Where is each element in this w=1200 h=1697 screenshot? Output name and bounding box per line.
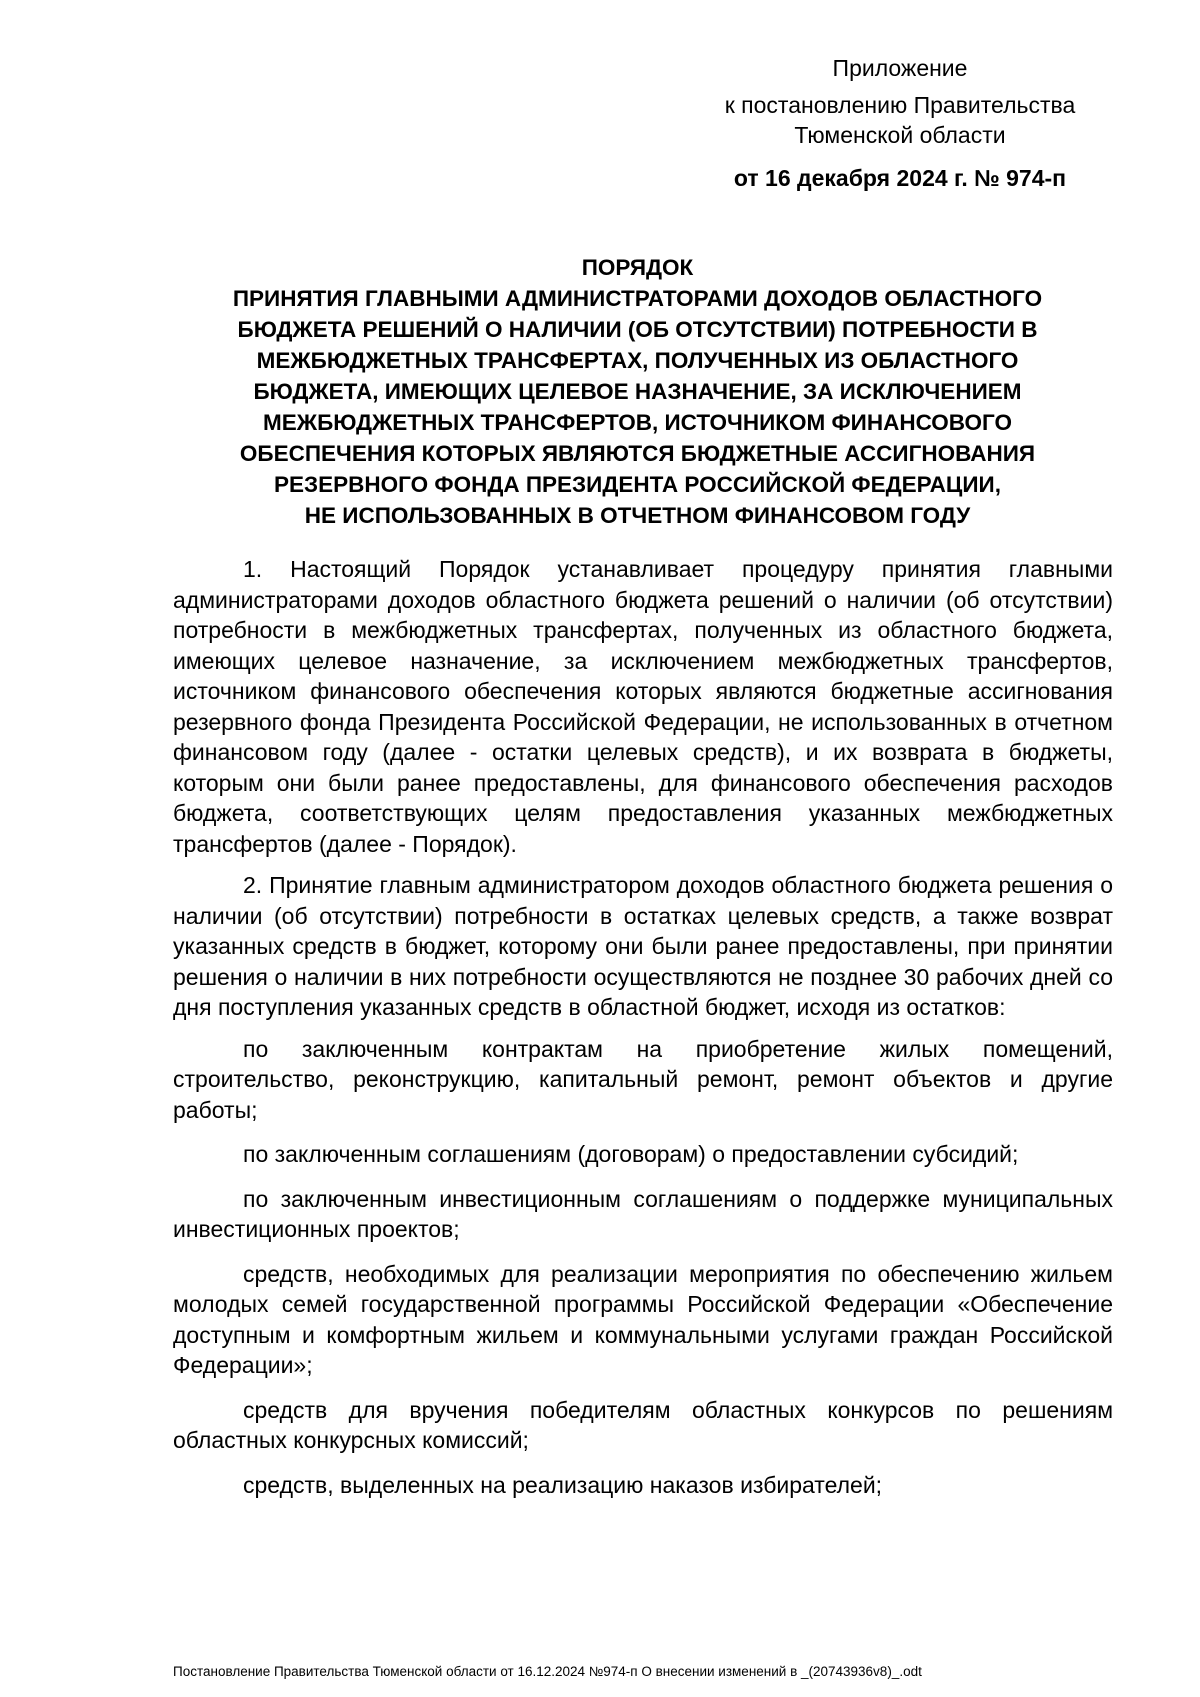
list-item-young-families-housing: средств, необходимых для реализации мероприятия по обеспечению жильем молодых семей государственной программы Российской Федерации «Обеспечение доступным и комфортным жильем и коммунальными услугами граждан Российской Федерации»; [173,1260,1113,1378]
document-title-line: НЕ ИСПОЛЬЗОВАННЫХ В ОТЧЕТНОМ ФИНАНСОВОМ ГОДУ [304,503,971,528]
list-item-voter-mandates: средств, выделенных на реализацию наказов избирателей; [243,1471,883,1498]
document-title-line: ПОРЯДОК [581,255,694,280]
document-title [160,252,1115,531]
list-item-investment-agreements: по заключенным инвестиционным соглашениям о поддержке муниципальных инвестиционных проектов; [173,1185,1113,1242]
appendix-region: Тюменской области [794,122,1006,148]
page-footer: Постановление Правительства Тюменской области от 16.12.2024 №974-п О внесении изменений в _(20743936v8)_.odt [173,1664,922,1679]
document-title-line: БЮДЖЕТА РЕШЕНИЙ О НАЛИЧИИ (ОБ ОТСУТСТВИИ) ПОТРЕБНОСТИ В [237,317,1038,342]
document-title-line: РЕЗЕРВНОГО ФОНДА ПРЕЗИДЕНТА РОССИЙСКОЙ ФЕДЕРАЦИИ, [274,472,1001,497]
list-item-contracts: по заключенным контрактам на приобретение жилых помещений, строительство, реконструкцию, капитальный ремонт, ремонт объектов и другие работы; [173,1035,1113,1123]
list-item-subsidy-agreements: по заключенным соглашениям (договорам) о предоставлении субсидий; [243,1141,1019,1167]
document-title-line: ПРИНЯТИЯ ГЛАВНЫМИ АДМИНИСТРАТОРАМИ ДОХОДОВ ОБЛАСТНОГО [232,286,1043,311]
document-title-line: ОБЕСПЕЧЕНИЯ КОТОРЫХ ЯВЛЯЮТСЯ БЮДЖЕТНЫЕ АССИГНОВАНИЯ [239,441,1036,466]
document-title-line: МЕЖБЮДЖЕТНЫХ ТРАНСФЕРТОВ, ИСТОЧНИКОМ ФИНАНСОВОГО [263,410,1012,435]
paragraph-1: 1. Настоящий Порядок устанавливает процедуру принятия главными администраторами доходов областного бюджета решений о наличии (об отсутствии) потребности в межбюджетных трансфертах, полученных из областного бюджета, имеющих целевое назначение, за исключением межбюджетных трансфертов, источником финансового обеспечения которых являются бюджетные ассигнования резервного фонда Президента Российской Федерации, не использованных в отчетном финансовом году (далее - остатки целевых средств), и их возврата в бюджеты, которым они были ранее предоставлены, для финансового обеспечения расходов бюджета, соответствующих целям предоставления указанных межбюджетных трансфертов (далее - Порядок). [173,556,1113,857]
appendix-date-number: от 16 декабря 2024 г. № 974-п [733,165,1067,191]
appendix-header [700,52,1100,195]
list-item-contest-winners: средств для вручения победителям областных конкурсов по решениям областных конкурсных комиссий; [173,1396,1113,1453]
document-title-line: МЕЖБЮДЖЕТНЫХ ТРАНСФЕРТАХ, ПОЛУЧЕННЫХ ИЗ ОБЛАСТНОГО [256,348,1019,373]
document-body [173,554,1113,1500]
appendix-title: Приложение [832,55,968,81]
appendix-decree: к постановлению Правительства [724,92,1076,118]
paragraph-2: 2. Принятие главным администратором доходов областного бюджета решения о наличии (об отсутствии) потребности в остатках целевых средств, а также возврат указанных средств в бюджет, которому они были ранее предоставлены, при принятии решения о наличии в них потребности осуществляются не позднее 30 рабочих дней со дня поступления указанных средств в областной бюджет, исходя из остатков: [173,872,1113,1020]
document-title-line: БЮДЖЕТА, ИМЕЮЩИХ ЦЕЛЕВОЕ НАЗНАЧЕНИЕ, ЗА ИСКЛЮЧЕНИЕМ [253,379,1022,404]
